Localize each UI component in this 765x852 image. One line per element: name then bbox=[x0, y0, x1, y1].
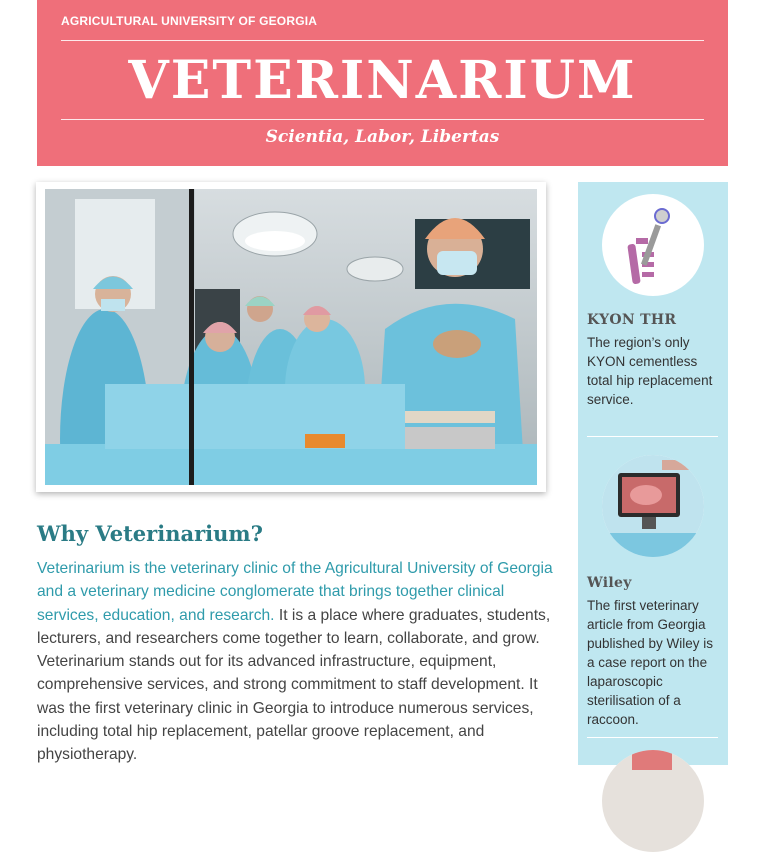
article-lead: Veterinarium is the veterinary clinic of the Agricultural University of Georgia and a veterinary medicine conglomerate that brings together clinical services, education, and research. bbox=[37, 560, 553, 624]
article-paragraph: It is a place where graduates, students, lecturers, and researchers come together to learn, collaborate, and grow. Veterinarium stands out for its advanced infrastructure, equipment, comprehensive services, and strong commitment to staff development. It was the first veterinary clinic in Georgia to introduce numerous services, including total hip replacement, patellar groove replacement, and physiotherapy. bbox=[37, 606, 551, 764]
surgery-photo bbox=[36, 182, 546, 492]
header-top-rule bbox=[61, 40, 704, 41]
surgery-thumbnail-icon bbox=[602, 750, 704, 852]
page-title: VETERINARIUM bbox=[128, 50, 637, 111]
sidebar-divider bbox=[587, 436, 718, 437]
motto: Scientia, Labor, Libertas bbox=[265, 127, 500, 147]
header-banner bbox=[37, 0, 728, 166]
section-heading: Why Veterinarium? bbox=[37, 521, 263, 546]
card-title-kyon: KYON THR bbox=[587, 312, 677, 328]
card-title-wiley: Wiley bbox=[587, 575, 632, 591]
operating-room-illustration bbox=[45, 189, 537, 485]
laparoscopy-monitor-icon bbox=[602, 455, 704, 557]
laparoscopy-image bbox=[602, 455, 704, 557]
third-card-image bbox=[602, 750, 704, 852]
hip-implant-icon bbox=[602, 194, 704, 296]
sidebar bbox=[578, 182, 728, 765]
header-bottom-rule bbox=[61, 119, 704, 120]
card-text-kyon: The region’s only KYON cementless total hip replacement service. bbox=[587, 335, 713, 407]
sidebar-divider-2 bbox=[587, 737, 718, 738]
article-body bbox=[37, 557, 565, 767]
organization-name: AGRICULTURAL UNIVERSITY OF GEORGIA bbox=[61, 14, 318, 28]
hip-implant-image bbox=[602, 194, 704, 296]
card-text-wiley: The first veterinary article from Georgia published by Wiley is a case report on the laparoscopic sterilisation of a raccoon. bbox=[587, 598, 714, 727]
